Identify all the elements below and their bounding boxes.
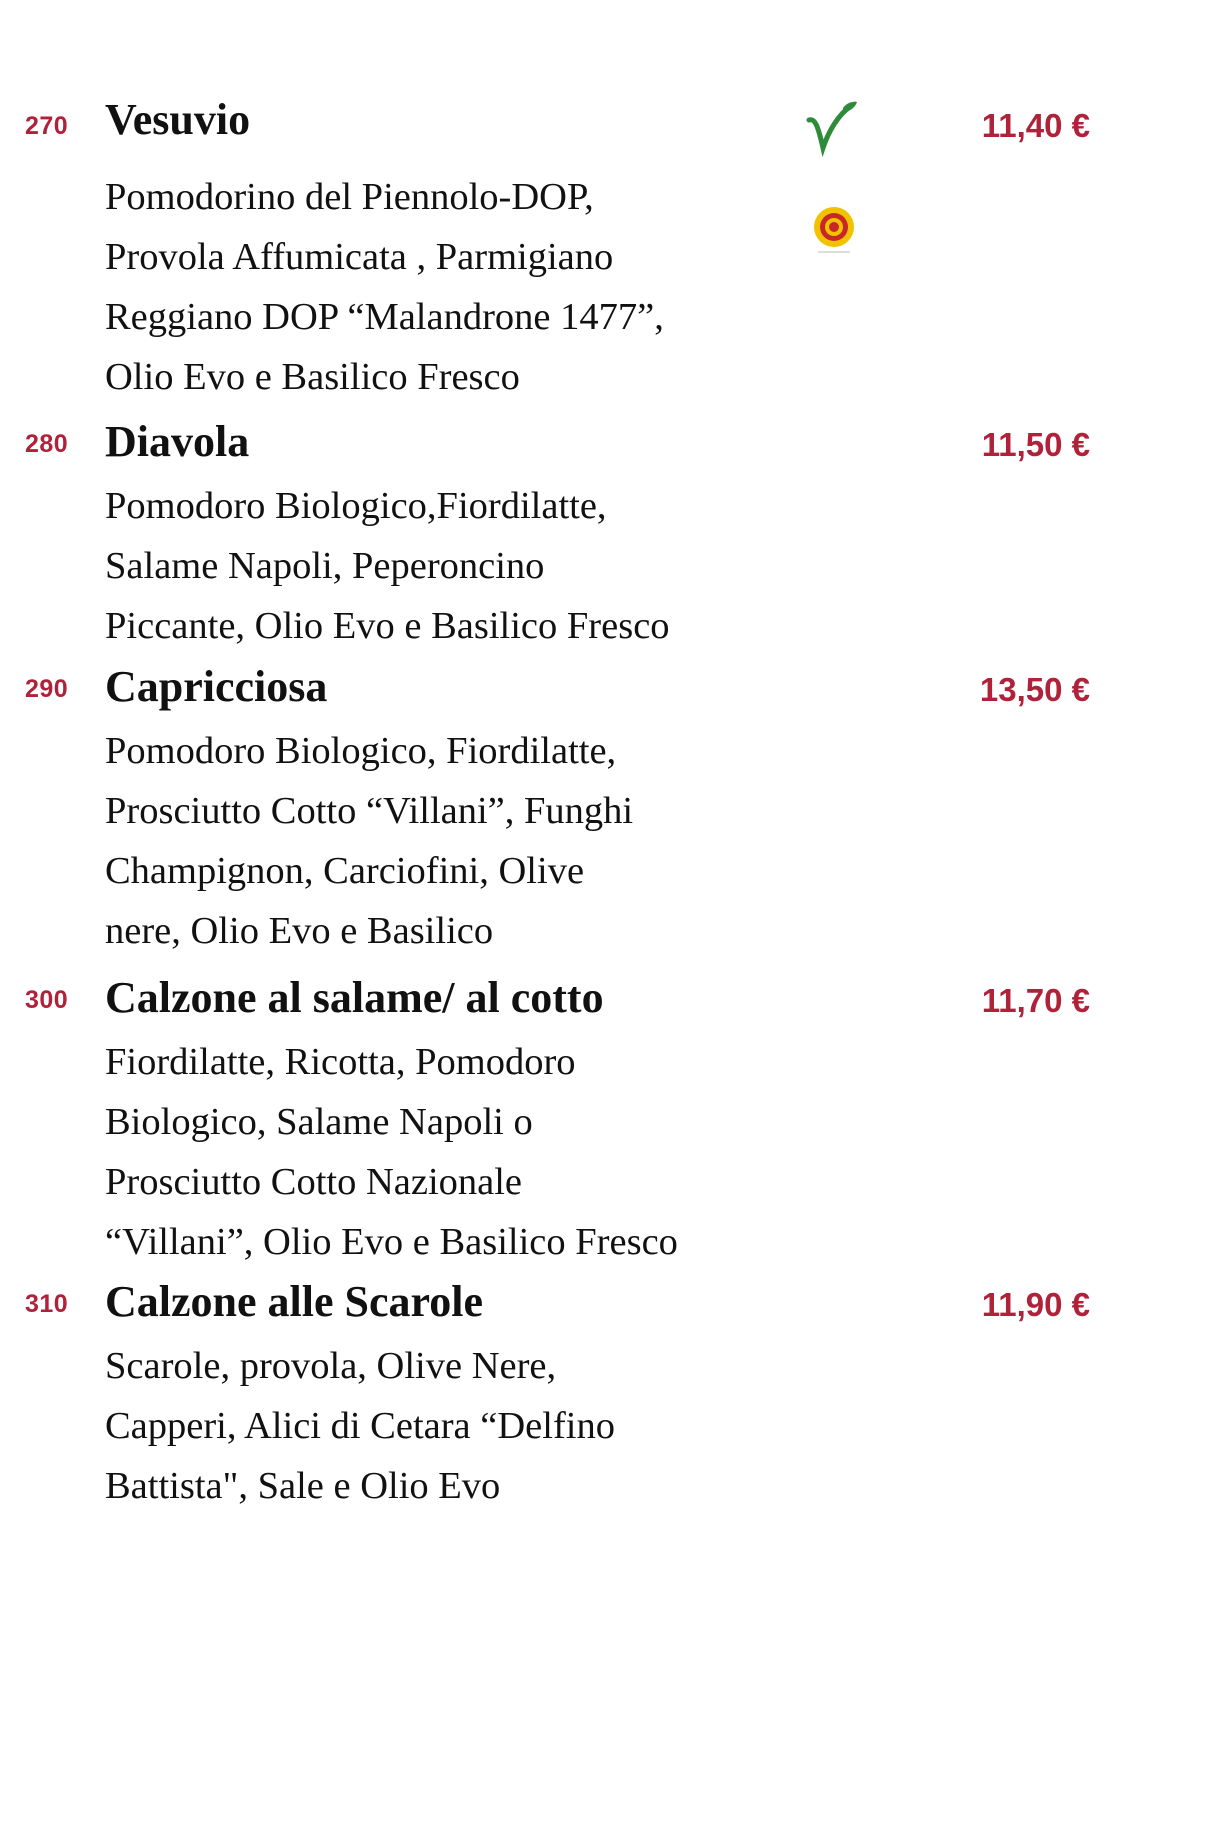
item-number: 290 [25, 675, 69, 703]
description-line: nere, Olio Evo e Basilico [105, 910, 494, 952]
item-name: Capricciosa [105, 662, 328, 711]
description-line: Reggiano DOP “Malandrone 1477”, [105, 296, 664, 338]
item-price: 11,50 € [981, 426, 1090, 463]
item-price: 11,70 € [981, 982, 1090, 1019]
item-number: 310 [25, 1290, 69, 1318]
description-line: Prosciutto Cotto Nazionale [105, 1161, 523, 1203]
item-description [105, 721, 785, 961]
item-price: 13,50 € [979, 671, 1090, 708]
item-number: 280 [25, 430, 69, 458]
description-line: Piccante, Olio Evo e Basilico Fresco [105, 605, 670, 647]
description-line: Champignon, Carciofini, Olive [105, 850, 585, 892]
description-line: Pomodoro Biologico, Fiordilatte, [105, 730, 617, 772]
item-number: 270 [25, 112, 69, 140]
dop-seal-icon [812, 205, 856, 255]
description-line: Prosciutto Cotto “Villani”, Funghi [105, 790, 634, 832]
item-price: 11,40 € [981, 107, 1090, 144]
description-line: “Villani”, Olio Evo e Basilico Fresco [105, 1221, 678, 1263]
item-description [105, 476, 785, 656]
description-line: Scarole, provola, Olive Nere, [105, 1345, 557, 1387]
description-line: Pomodorino del Piennolo-DOP, [105, 176, 594, 218]
description-line: Provola Affumicata , Parmigiano [105, 236, 614, 278]
description-line: Pomodoro Biologico,Fiordilatte, [105, 485, 607, 527]
description-line: Capperi, Alici di Cetara “Delfino [105, 1405, 615, 1447]
item-description [105, 167, 785, 407]
item-description [105, 1032, 785, 1272]
item-description [105, 1336, 785, 1516]
item-name: Diavola [105, 417, 250, 466]
description-line: Battista", Sale e Olio Evo [105, 1465, 501, 1507]
description-line: Fiordilatte, Ricotta, Pomodoro [105, 1041, 576, 1083]
description-line: Biologico, Salame Napoli o [105, 1101, 533, 1143]
item-name: Calzone alle Scarole [105, 1277, 483, 1326]
item-number: 300 [25, 986, 69, 1014]
item-price: 11,90 € [981, 1286, 1090, 1323]
item-name: Vesuvio [105, 95, 251, 144]
item-name: Calzone al salame/ al cotto [105, 973, 604, 1022]
description-line: Salame Napoli, Peperoncino [105, 545, 545, 587]
vegetarian-check-icon [805, 100, 859, 160]
description-line: Olio Evo e Basilico Fresco [105, 356, 520, 398]
